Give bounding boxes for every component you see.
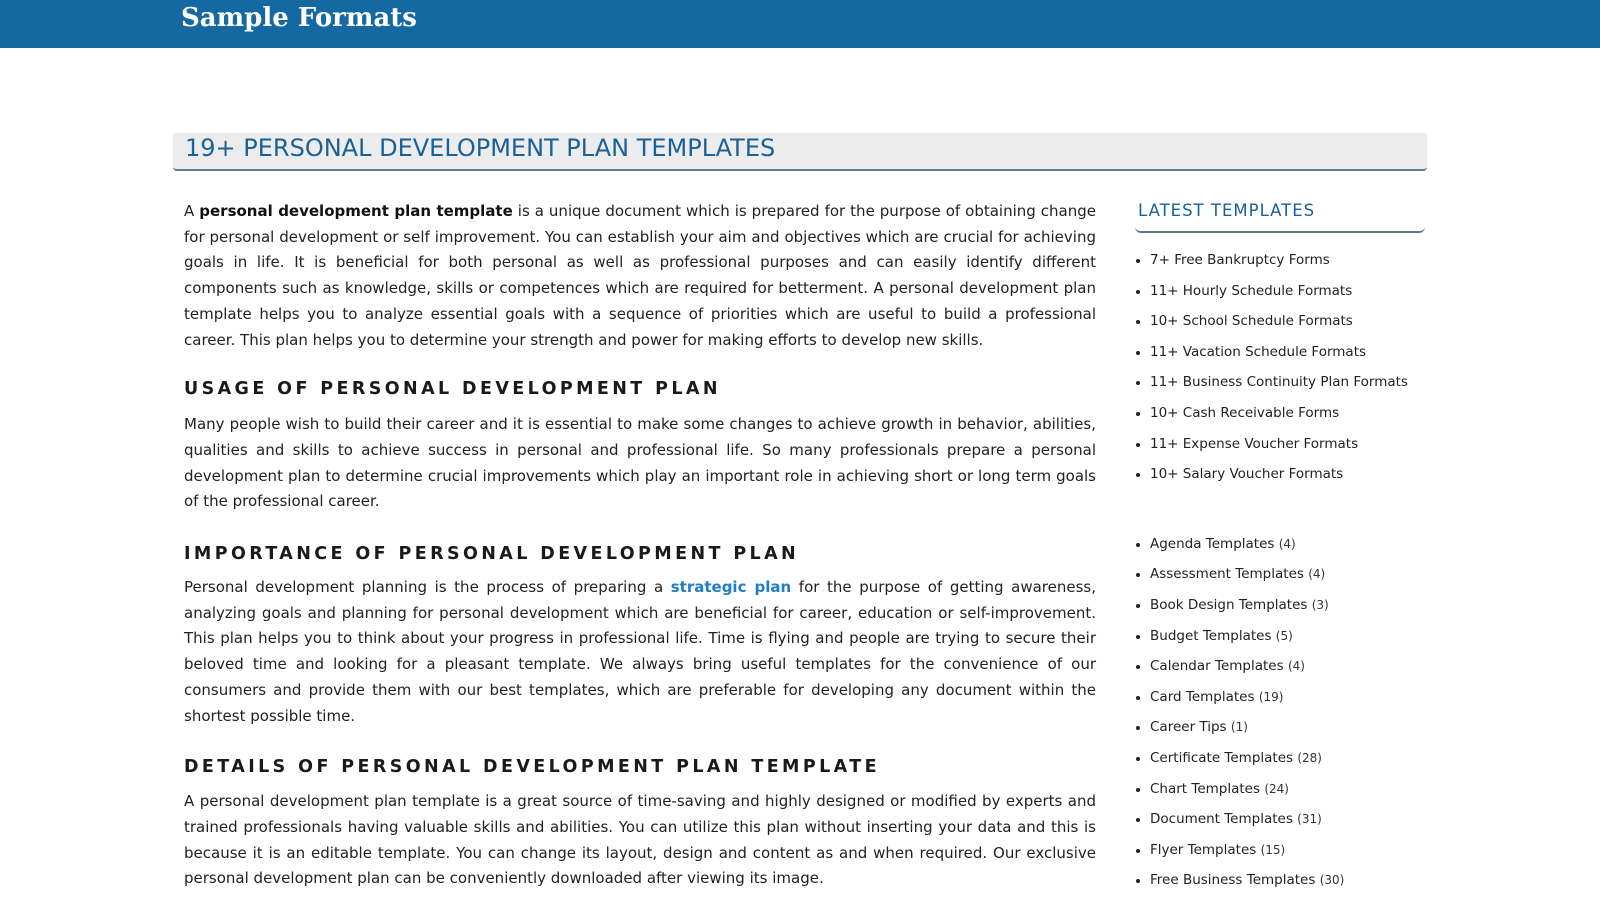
page-title-box: [173, 133, 1427, 171]
category-link[interactable]: Document Templates: [1150, 811, 1293, 828]
category-link[interactable]: Free Business Templates: [1150, 872, 1316, 889]
details-paragraph: A personal development plan template is a great source of time-saving and highly designed or modified by experts and trained professionals having valuable skills and abilities. You can utilize this plan without inserting your data and this is because it is an editable template. You can change its layout, design and content as and when required. Our exclusive personal development plan can be conveniently downloaded after viewing its image.: [184, 792, 1096, 888]
category-link[interactable]: Certificate Templates: [1150, 749, 1294, 766]
article-content: [184, 199, 1096, 892]
importance-paragraph: [184, 575, 1096, 729]
list-item: [1150, 774, 1427, 805]
latest-templates-list: [1135, 245, 1427, 490]
category-count: (3): [1311, 597, 1329, 612]
category-count: (31): [1297, 812, 1322, 827]
category-link[interactable]: Book Design Templates: [1150, 596, 1308, 613]
category-link[interactable]: Assessment Templates: [1150, 566, 1304, 583]
latest-template-link[interactable]: 7+ Free Bankruptcy Forms: [1150, 252, 1330, 268]
list-item: [1150, 743, 1427, 774]
latest-templates-heading: LATEST TEMPLATES: [1138, 201, 1316, 220]
intro-text: is a unique document which is prepared for the purpose of obtaining change for personal development or self improvement. You can establish your aim and objectives which are crucial for achieving goals in life. It is beneficial for both personal as well as professional purposes and can easily identify different components such as knowledge, skills or competences which are required for betterment. A personal development plan template helps you to analyze essential goals with a sequence of priorities which are useful to build a professional career. This plan helps you to determine your strength and power for making efforts to develop new skills.: [184, 202, 1096, 349]
category-count: (28): [1297, 750, 1322, 765]
category-link[interactable]: Chart Templates: [1150, 780, 1261, 797]
category-count: (5): [1275, 628, 1293, 643]
category-list: [1135, 529, 1427, 896]
list-item: [1150, 367, 1427, 398]
category-link[interactable]: Calendar Templates: [1150, 658, 1284, 675]
latest-template-link[interactable]: 10+ School Schedule Formats: [1150, 313, 1353, 330]
category-count: (24): [1264, 781, 1289, 796]
list-item: [1150, 337, 1427, 368]
list-item: [1150, 529, 1427, 560]
strategic-plan-link[interactable]: strategic plan: [670, 578, 792, 597]
category-link[interactable]: Career Tips: [1150, 719, 1227, 736]
list-item: [1150, 429, 1427, 460]
latest-template-link[interactable]: 11+ Business Continuity Plan Formats: [1150, 374, 1408, 391]
list-item: [1150, 682, 1427, 713]
list-item: [1150, 276, 1427, 307]
site-title-link[interactable]: Sample Formats: [181, 3, 417, 33]
intro-bold-term: personal development plan template: [199, 202, 513, 220]
list-item: [1150, 245, 1427, 276]
category-count: (4): [1287, 659, 1305, 674]
latest-template-link[interactable]: 10+ Salary Voucher Formats: [1150, 466, 1344, 483]
list-item: [1150, 559, 1427, 590]
list-item: [1150, 865, 1427, 896]
list-item: [1150, 459, 1427, 490]
usage-heading: USAGE OF PERSONAL DEVELOPMENT PLAN: [184, 379, 721, 400]
list-item: [1150, 835, 1427, 866]
list-item: [1150, 712, 1427, 743]
importance-heading: IMPORTANCE OF PERSONAL DEVELOPMENT PLAN: [184, 544, 800, 565]
importance-prefix: Personal development planning is the process of preparing a: [184, 578, 671, 597]
latest-template-link[interactable]: 10+ Cash Receivable Forms: [1150, 404, 1340, 421]
category-count: (30): [1319, 873, 1345, 888]
latest-template-link[interactable]: 11+ Vacation Schedule Formats: [1150, 343, 1367, 360]
list-item: [1150, 590, 1427, 621]
intro-prefix: A: [184, 202, 200, 220]
category-count: (4): [1278, 536, 1296, 551]
list-item: [1150, 804, 1427, 835]
category-link[interactable]: Card Templates: [1150, 688, 1255, 705]
latest-templates-header: [1135, 198, 1425, 233]
importance-text: for the purpose of getting awareness, analyzing goals and planning for personal development which are beneficial for career, education or self-improvement. This plan helps you to think about your progress in professional life. Time is flying and people are trying to secure their beloved time and looking for a pleasant template. We always bring useful templates for the convenience of our consumers and provide them with our best templates, which are preferable for developing any document within the shortest possible time.: [184, 578, 1096, 725]
category-count: (19): [1258, 689, 1284, 704]
details-heading: DETAILS OF PERSONAL DEVELOPMENT PLAN TEMPLATE: [184, 757, 880, 778]
list-item: [1150, 621, 1427, 652]
sidebar: [1135, 198, 1427, 896]
category-count: (15): [1260, 842, 1286, 857]
latest-template-link[interactable]: 11+ Expense Voucher Formats: [1150, 435, 1359, 452]
latest-template-link[interactable]: 11+ Hourly Schedule Formats: [1150, 282, 1353, 299]
list-item: [1150, 398, 1427, 429]
list-item: [1150, 306, 1427, 337]
usage-paragraph: Many people wish to build their career and it is essential to make some changes to achieve growth in behavior, abilities, qualities and skills to achieve success in personal and professional life. So many professionals prepare a personal development plan to determine crucial improvements which play an important role in achieving short or long term goals of the professional career.: [184, 415, 1096, 511]
page-title: 19+ PERSONAL DEVELOPMENT PLAN TEMPLATES: [185, 134, 776, 162]
category-count: (4): [1308, 567, 1326, 582]
list-item: [1150, 651, 1427, 682]
category-link[interactable]: Budget Templates: [1150, 627, 1272, 644]
category-link[interactable]: Agenda Templates: [1150, 535, 1275, 552]
category-count: (1): [1230, 720, 1248, 735]
site-header: [0, 0, 1600, 48]
category-link[interactable]: Flyer Templates: [1150, 841, 1257, 858]
intro-paragraph: [184, 199, 1096, 353]
